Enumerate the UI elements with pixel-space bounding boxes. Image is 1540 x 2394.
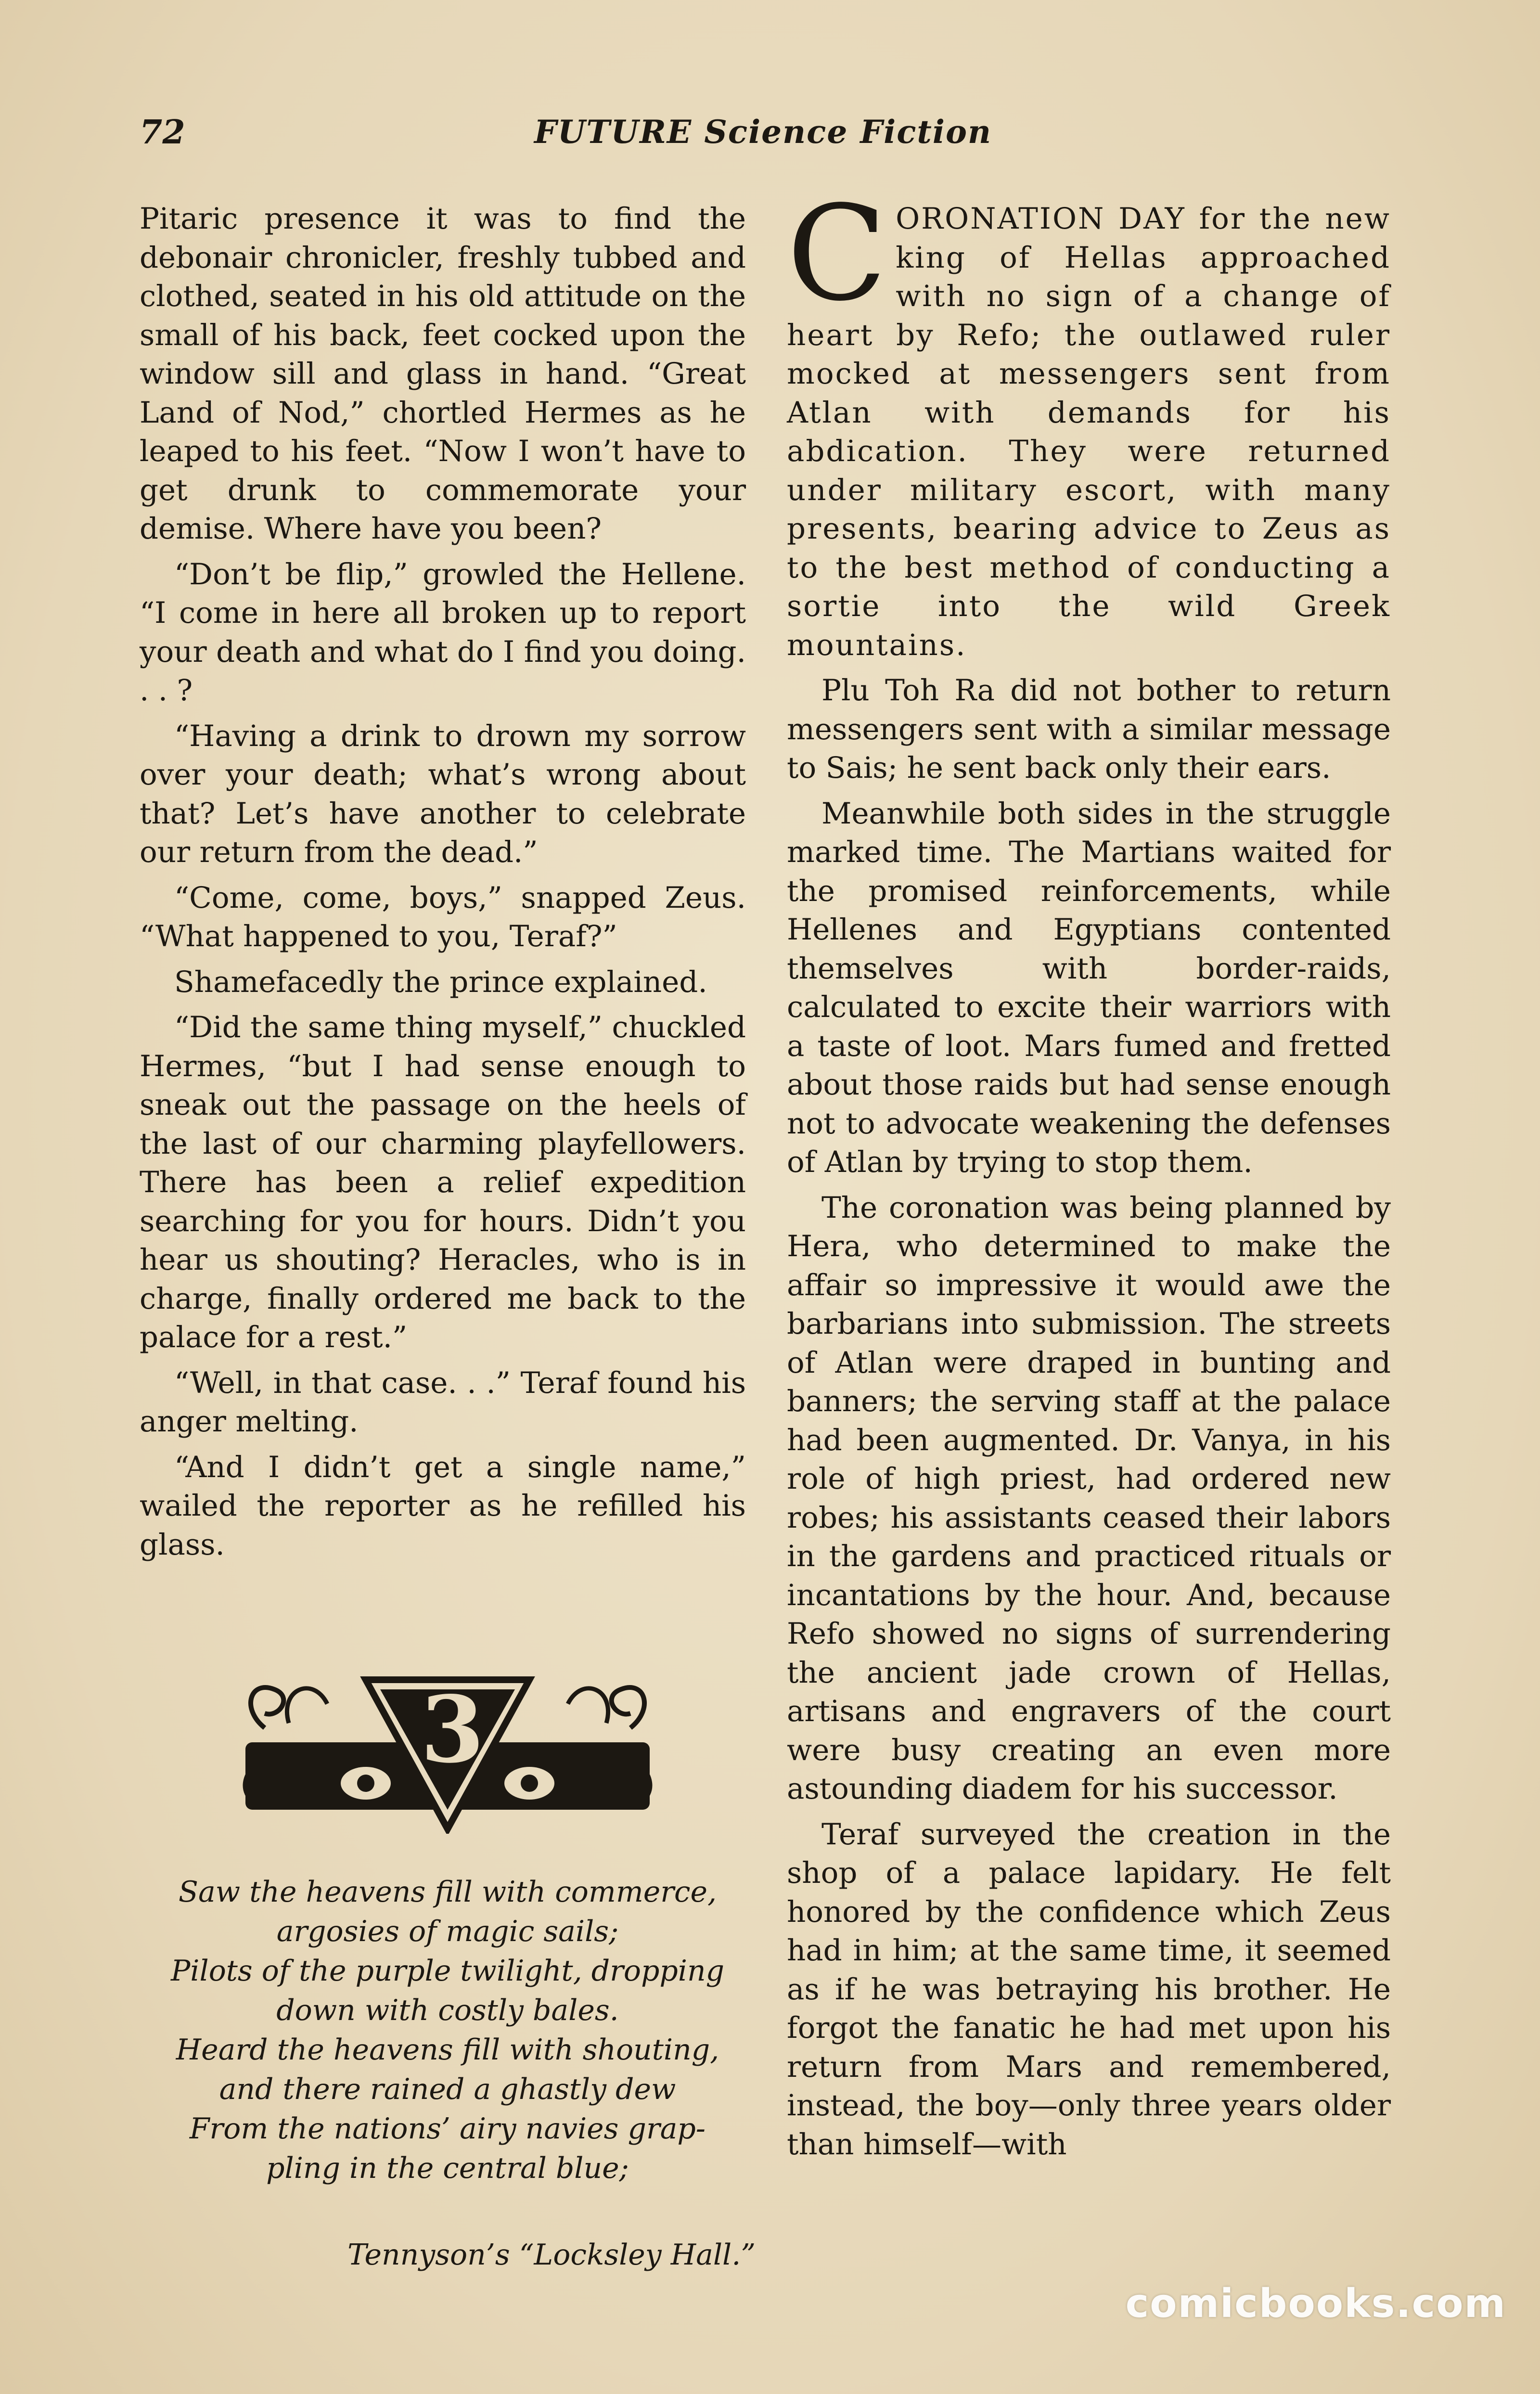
left-paragraph-7: “Well, in that case. . .” Teraf found his anger melting. xyxy=(140,1365,746,1439)
right-paragraph-3: Meanwhile both sides in the struggle marked time. The Martians waited for the promised reinforcements, while Hellenes and Egyptians contented themselves with border-raids, calculated to excite their warriors with a taste of loot. Mars fumed and fretted about those raids but had sense enough not to advocate weakening the defenses of Atlan by trying to stop them. xyxy=(787,796,1391,1179)
right-paragraph-1 xyxy=(787,178,1391,665)
poem-line: Heard the heavens fill with shouting, xyxy=(176,2033,719,2067)
running-title-rest: Science Fiction xyxy=(704,113,992,151)
right-paragraph-2: Plu Toh Ra did not bother to return messengers sent with a similar message to Sais; he sent back only their ears. xyxy=(787,673,1391,785)
left-paragraph-8: “And I didn’t get a single name,” wailed the reporter as he refilled his glass. xyxy=(140,1450,746,1562)
chapter-number: 3 xyxy=(421,1676,485,1783)
running-title xyxy=(534,113,992,151)
poem-line: down with costly bales. xyxy=(276,1994,619,2027)
left-paragraph-3: “Having a drink to drown my sorrow over your death; what’s wrong about that? Let’s have another to celebrate our return from the dead.” xyxy=(140,719,746,869)
left-column xyxy=(140,200,746,1571)
page-number: 72 xyxy=(140,113,185,152)
right-paragraph-4: The coronation was being planned by Hera, who determined to make the affair so impressive it would awe the barbarians into submission. The streets of Atlan were draped in bunting and banners; the serving staff at the palace had been augmented. Dr. Vanya, in his role of high priest, had ordered new robes; his assistants ceased their labors in the gardens and practiced rituals or incantations by the hour. And, because Refo showed no signs of surrendering the ancient jade crown of Hellas, artisans and engravers of the court were busy creating an even more astounding diadem for his successor. xyxy=(787,1190,1391,1806)
poem-line: argosies of magic sails; xyxy=(276,1915,619,1948)
poem-line: and there rained a ghastly dew xyxy=(219,2072,676,2106)
poem-line: Saw the heavens fill with commerce, xyxy=(178,1875,717,1909)
left-paragraph-2: “Don’t be flip,” growled the Hellene. “I come in here all broken up to report your death and what do I find you doing. . . ? xyxy=(140,557,746,708)
left-paragraph-1: Pitaric presence it was to find the debonair chronicler, freshly tubbed and clothed, seated in his old attitude on the small of his back, feet cocked upon the window sill and glass in hand. “Great Land of Nod,” chortled Hermes as he leaped to his feet. “Now I won’t have to get drunk to commemorate your demise. Where have you been? xyxy=(140,202,746,546)
left-paragraph-5: Shamefacedly the prince explained. xyxy=(174,965,707,999)
left-paragraph-6: “Did the same thing myself,” chuckled Hermes, “but I had sense enough to sneak out the passage on the heels of the last of our charming playfellowers. There has been a relief expedition searching for you for hours. Didn’t you hear us shouting? Heracles, who is in charge, finally ordered me back to the palace for a rest.” xyxy=(140,1010,746,1354)
right-paragraph-1-text: ORONATION DAY for the new king of Hellas approached with no sign of a change of heart by Refo; the outlawed ruler mocked at messengers sent from Atlan with demands for his abdication. They were returned under military escort, with many presents, bearing advice to Zeus as to the best method of conducting a sortie into the wild Greek mountains. xyxy=(787,202,1391,662)
page-header xyxy=(140,113,1025,156)
poem-line: Pilots of the purple twilight, dropping xyxy=(170,1954,725,1988)
chapter-ornament xyxy=(236,1670,659,1834)
site-watermark: comicbooks.com xyxy=(1125,2281,1506,2327)
poem-line: From the nations’ airy navies grap- xyxy=(189,2112,706,2146)
epigraph-poem xyxy=(140,1872,756,2188)
drop-cap: C xyxy=(787,178,887,330)
right-column xyxy=(787,178,1391,2171)
poem-line: pling in the central blue; xyxy=(266,2151,629,2185)
right-paragraph-5: Teraf surveyed the creation in the shop of a palace lapidary. He felt honored by the confidence which Zeus had in him; at the same time, it seemed as if he was betraying his brother. He forgot the fanatic he had met upon his return from Mars and remembered, instead, the boy—only three years older than himself—with xyxy=(787,1817,1391,2162)
poem-attribution: Tennyson’s “Locksley Hall.” xyxy=(347,2238,756,2272)
running-title-magazine: FUTURE xyxy=(534,113,693,151)
left-paragraph-4: “Come, come, boys,” snapped Zeus. “What happened to you, Teraf?” xyxy=(140,880,746,953)
